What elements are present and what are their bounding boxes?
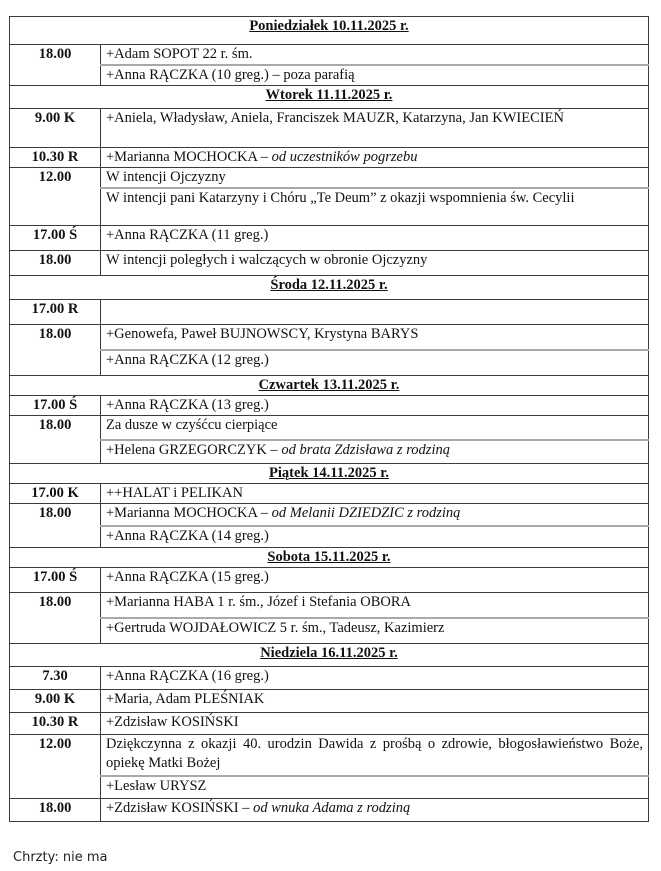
day-header-row xyxy=(10,464,649,484)
day-header-row xyxy=(10,644,649,667)
mass-row xyxy=(10,526,649,548)
mass-row xyxy=(10,667,649,690)
mass-intention xyxy=(101,188,649,226)
intention-text: +Aniela, Władysław, Aniela, Franciszek MAUZR, Katarzyna, Jan KWIECIEŃ xyxy=(106,110,564,126)
intention-text: Za dusze w czyśćcu cierpiące xyxy=(106,417,278,433)
mass-schedule xyxy=(9,16,649,822)
mass-intentions-table xyxy=(9,16,649,822)
mass-intention xyxy=(101,799,649,822)
intention-text: +Marianna MOCHOCKA – xyxy=(106,149,272,165)
intention-text: +Anna RĄCZKA (14 greg.) xyxy=(106,528,269,544)
day-title: Piątek 14.11.2025 r. xyxy=(269,465,389,481)
intention-offered-by: od wnuka Adama z rodziną xyxy=(253,800,411,816)
mass-intention xyxy=(101,593,649,619)
mass-time: 18.00 xyxy=(10,45,101,86)
mass-intention xyxy=(101,568,649,593)
mass-row xyxy=(10,735,649,777)
intention-text: +Lesław URYSZ xyxy=(106,778,207,794)
day-header xyxy=(10,276,649,300)
mass-time: 18.00 xyxy=(10,593,101,644)
mass-row xyxy=(10,690,649,713)
intention-offered-by: od Melanii DZIEDZIC z rodziną xyxy=(271,505,461,521)
day-header-row xyxy=(10,548,649,568)
day-header-row xyxy=(10,276,649,300)
mass-intention xyxy=(101,45,649,66)
intention-text: +Anna RĄCZKA (15 greg.) xyxy=(106,569,269,585)
intention-text: +Marianna MOCHOCKA – xyxy=(106,505,272,521)
day-header xyxy=(10,644,649,667)
mass-row xyxy=(10,568,649,593)
intention-text: +Maria, Adam PLEŚNIAK xyxy=(106,691,265,707)
mass-intention xyxy=(101,300,649,325)
day-title: Wtorek 11.11.2025 r. xyxy=(265,87,393,103)
mass-time: 12.00 xyxy=(10,735,101,799)
intention-offered-by: od uczestników pogrzebu xyxy=(271,149,418,165)
mass-intention xyxy=(101,440,649,464)
mass-row xyxy=(10,593,649,619)
mass-row xyxy=(10,396,649,416)
mass-row xyxy=(10,300,649,325)
mass-intention xyxy=(101,484,649,504)
intention-text: +Marianna HABA 1 r. śm., Józef i Stefania OBORA xyxy=(106,594,411,610)
mass-intention xyxy=(101,325,649,351)
mass-time: 17.00 Ś xyxy=(10,396,101,416)
day-title: Poniedziałek 10.11.2025 r. xyxy=(249,18,409,34)
intention-text: +Anna RĄCZKA (11 greg.) xyxy=(106,227,269,243)
day-title: Środa 12.11.2025 r. xyxy=(270,277,388,293)
mass-intention xyxy=(101,350,649,376)
day-header xyxy=(10,86,649,109)
mass-time: 17.00 R xyxy=(10,300,101,325)
mass-time: 9.00 K xyxy=(10,109,101,148)
intention-text: +Genowefa, Paweł BUJNOWSCY, Krystyna BARYS xyxy=(106,326,419,342)
mass-intention xyxy=(101,618,649,644)
mass-time: 10.30 R xyxy=(10,713,101,735)
mass-time: 9.00 K xyxy=(10,690,101,713)
mass-row xyxy=(10,713,649,735)
mass-row xyxy=(10,148,649,168)
mass-intention xyxy=(101,504,649,527)
mass-intention xyxy=(101,148,649,168)
day-header xyxy=(10,548,649,568)
mass-row xyxy=(10,325,649,351)
intention-text: +Helena GRZEGORCZYK – xyxy=(106,442,282,458)
day-header xyxy=(10,464,649,484)
intention-offered-by: od brata Zdzisława z rodziną xyxy=(281,442,450,458)
mass-time: 18.00 xyxy=(10,504,101,548)
day-header xyxy=(10,17,649,45)
intention-text: ++HALAT i PELIKAN xyxy=(106,485,243,501)
day-title: Czwartek 13.11.2025 r. xyxy=(258,377,400,393)
mass-row xyxy=(10,618,649,644)
mass-row xyxy=(10,416,649,441)
mass-row xyxy=(10,350,649,376)
mass-intention xyxy=(101,251,649,276)
mass-intention xyxy=(101,109,649,148)
mass-row xyxy=(10,484,649,504)
mass-intention xyxy=(101,396,649,416)
mass-row xyxy=(10,65,649,86)
intention-text: +Gertruda WOJDAŁOWICZ 5 r. śm., Tadeusz, Kazimierz xyxy=(106,620,445,636)
intention-text: +Zdzisław KOSIŃSKI – xyxy=(106,800,254,816)
mass-row xyxy=(10,226,649,251)
mass-row xyxy=(10,188,649,226)
mass-row xyxy=(10,251,649,276)
intention-text: Dziękczynna z okazji 40. urodzin Dawida z prośbą o zdrowie, błogosławieństwo Boże, opiekę Matki Bożej xyxy=(106,736,643,771)
mass-row xyxy=(10,440,649,464)
mass-time: 17.00 Ś xyxy=(10,568,101,593)
intention-text: W intencji poległych i walczących w obronie Ojczyzny xyxy=(106,252,428,268)
day-title: Niedziela 16.11.2025 r. xyxy=(260,645,398,661)
mass-time: 18.00 xyxy=(10,416,101,464)
mass-intention xyxy=(101,690,649,713)
mass-row xyxy=(10,45,649,66)
mass-intention xyxy=(101,735,649,777)
mass-time: 18.00 xyxy=(10,325,101,376)
mass-time: 17.00 Ś xyxy=(10,226,101,251)
intention-text: W intencji Ojczyzny xyxy=(106,169,226,185)
mass-row xyxy=(10,109,649,148)
intention-text: W intencji pani Katarzyny i Chóru „Te Deum” z okazji wspomnienia św. Cecylii xyxy=(106,190,575,206)
mass-intention xyxy=(101,168,649,189)
mass-time: 17.00 K xyxy=(10,484,101,504)
mass-time: 18.00 xyxy=(10,251,101,276)
mass-time: 18.00 xyxy=(10,799,101,822)
intention-text: +Anna RĄCZKA (16 greg.) xyxy=(106,668,269,684)
mass-intention xyxy=(101,713,649,735)
mass-row xyxy=(10,799,649,822)
day-header-row xyxy=(10,17,649,45)
intention-text: +Anna RĄCZKA (10 greg.) – poza parafią xyxy=(106,67,355,83)
day-header xyxy=(10,376,649,396)
mass-intention xyxy=(101,776,649,799)
mass-time: 7.30 xyxy=(10,667,101,690)
day-header-row xyxy=(10,86,649,109)
baptisms-note: Chrzty: nie ma xyxy=(13,850,108,865)
intention-text: +Anna RĄCZKA (12 greg.) xyxy=(106,352,269,368)
mass-row xyxy=(10,504,649,527)
mass-intention xyxy=(101,416,649,441)
mass-intention xyxy=(101,65,649,86)
mass-row xyxy=(10,776,649,799)
intention-text: +Anna RĄCZKA (13 greg.) xyxy=(106,397,269,413)
mass-time: 10.30 R xyxy=(10,148,101,168)
mass-time: 12.00 xyxy=(10,168,101,226)
intention-text: +Zdzisław KOSIŃSKI xyxy=(106,714,239,730)
day-title: Sobota 15.11.2025 r. xyxy=(267,549,391,565)
mass-intention xyxy=(101,526,649,548)
day-header-row xyxy=(10,376,649,396)
mass-intention xyxy=(101,226,649,251)
intention-text: +Adam SOPOT 22 r. śm. xyxy=(106,46,253,62)
mass-row xyxy=(10,168,649,189)
mass-intention xyxy=(101,667,649,690)
